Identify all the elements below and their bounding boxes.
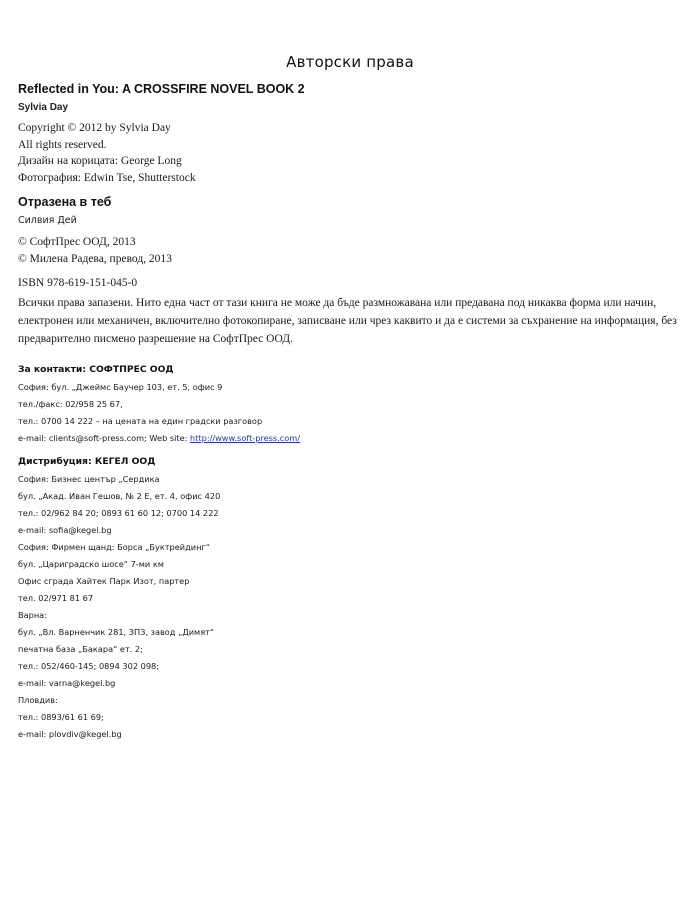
contacts-section — [18, 364, 174, 375]
translation-author-wrap — [18, 215, 77, 226]
distribution-line: e-mail: plovdiv@kegel.bg — [18, 729, 122, 739]
translation-credit-line: © Милена Радева, превод, 2013 — [18, 252, 172, 265]
translation-credit-line: © СофтПрес ООД, 2013 — [18, 236, 136, 248]
distribution-line: Варна: — [18, 610, 47, 620]
translation-section — [18, 195, 111, 209]
original-credit-line: All rights reserved. — [18, 138, 107, 151]
distribution-section — [18, 456, 155, 467]
distribution-line: бул. „Вл. Варненчик 281, ЗПЗ, завод „Димят“ — [18, 627, 215, 637]
distribution-line: тел.: 02/962 84 20; 0893 61 60 12; 0700 14 222 — [18, 508, 219, 518]
contacts-heading: За контакти: СОФТПРЕС ООД — [18, 364, 174, 375]
rights-paragraph: Всички права запазени. Нито една част от тази книга не може да бъде размножавана или предавана под никаква форма или начин, електронен или механичен, включително фотокопиране, записване или чрез каквито и да е системи за съхранение на информация, без предварително писмено разрешение на СофтПрес ООД. — [18, 297, 677, 345]
distribution-line: бул. „Цариградско шосе“ 7-ми км — [18, 559, 164, 569]
distribution-line: София: Бизнес център „Сердика — [18, 474, 160, 484]
distribution-line: e-mail: sofia@kegel.bg — [18, 525, 112, 535]
original-credit-line: Фотография: Edwin Tse, Shutterstock — [18, 171, 196, 184]
original-author: Sylvia Day — [18, 102, 69, 113]
original-credits — [18, 120, 196, 186]
distribution-line: Офис сграда Хайтек Парк Изот, партер — [18, 576, 190, 586]
distribution-lines — [18, 471, 220, 743]
original-credit-line: Copyright © 2012 by Sylvia Day — [18, 122, 171, 134]
contacts-lines — [18, 379, 300, 447]
distribution-line: печатна база „Бакара“ ет. 2; — [18, 644, 143, 654]
contacts-email-line — [18, 430, 300, 447]
original-title: Reflected in You: A CROSSFIRE NOVEL BOOK 2 — [18, 82, 305, 96]
distribution-line: тел.: 0893/61 61 69; — [18, 712, 104, 722]
distribution-line: Пловдив: — [18, 695, 58, 705]
original-author-wrap — [18, 102, 68, 113]
rights-wrap — [18, 294, 682, 348]
isbn-wrap — [18, 275, 137, 292]
distribution-heading: Дистрибуция: КЕГЕЛ ООД — [18, 456, 156, 467]
distribution-line: бул. „Акад. Иван Гешов, № 2 Е, ет. 4, офис 420 — [18, 491, 221, 501]
website-link[interactable]: http://www.soft-press.com/ — [190, 433, 301, 443]
translation-credits — [18, 234, 172, 267]
contacts-phone: тел.: 0700 14 222 – на цената на един градски разговор — [18, 416, 263, 426]
translation-author: Силвия Дей — [18, 215, 77, 226]
distribution-line: София: Фирмен щанд: Борса „Буктрейдинг“ — [18, 542, 210, 552]
original-edition-section — [18, 82, 305, 96]
translation-title: Отразена в теб — [18, 195, 112, 209]
isbn: ISBN 978-619-151-045-0 — [18, 277, 138, 289]
distribution-line: e-mail: varna@kegel.bg — [18, 678, 116, 688]
contacts-email: e-mail: clients@soft-press.com; Web site: — [18, 433, 191, 443]
original-credit-line: Дизайн на корицата: George Long — [18, 155, 182, 167]
contacts-address: София: бул. „Джеймс Баучер 103, ет. 5, офис 9 — [18, 382, 223, 392]
contacts-phone-fax: тел./факс: 02/958 25 67, — [18, 399, 123, 409]
page-heading: Авторски права — [286, 53, 414, 71]
distribution-line: тел. 02/971 81 67 — [18, 593, 94, 603]
distribution-line: тел.: 052/460-145; 0894 302 098; — [18, 661, 160, 671]
